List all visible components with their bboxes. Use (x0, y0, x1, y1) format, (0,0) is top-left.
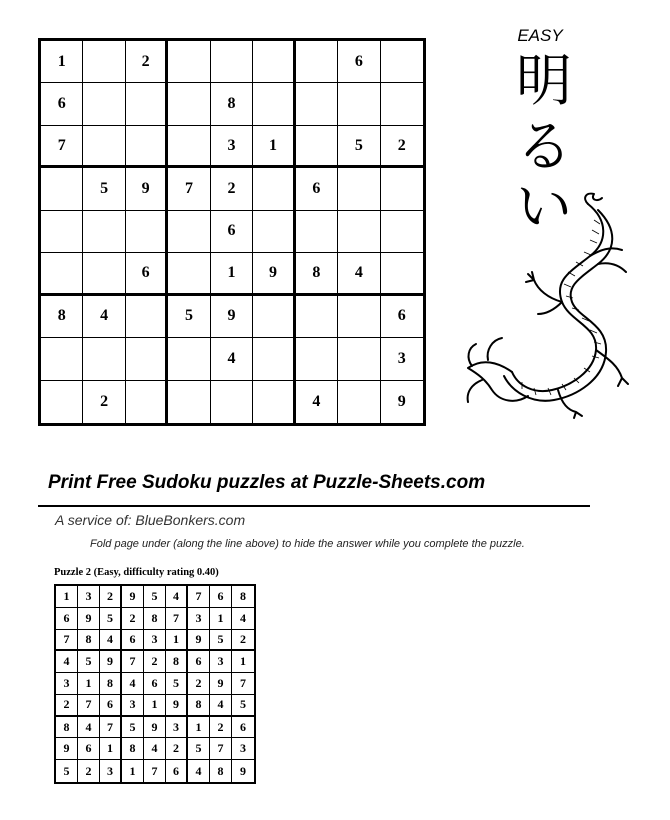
answer-cell: 1 (78, 673, 100, 695)
answer-cell: 6 (144, 673, 166, 695)
answer-cell: 2 (188, 673, 210, 695)
answer-cell: 2 (210, 717, 232, 739)
sudoku-cell: 6 (338, 41, 380, 83)
sudoku-cell (338, 381, 380, 423)
sudoku-cell (41, 338, 83, 380)
sudoku-cell (126, 126, 168, 168)
sudoku-cell (126, 296, 168, 338)
answer-cell: 9 (100, 651, 122, 673)
sudoku-cell (211, 41, 253, 83)
sudoku-cell: 1 (253, 126, 295, 168)
sudoku-cell (253, 381, 295, 423)
sudoku-cell: 8 (296, 253, 338, 295)
sudoku-cell (381, 168, 423, 210)
sudoku-cell: 3 (381, 338, 423, 380)
sudoku-cell (338, 168, 380, 210)
sudoku-cell (338, 211, 380, 253)
sudoku-cell (211, 381, 253, 423)
sudoku-cell (296, 338, 338, 380)
answer-cell: 3 (100, 760, 122, 782)
answer-cell: 5 (166, 673, 188, 695)
sudoku-cell (338, 338, 380, 380)
sudoku-cell (41, 253, 83, 295)
answer-cell: 3 (56, 673, 78, 695)
sudoku-cell: 2 (83, 381, 125, 423)
sudoku-cell (253, 168, 295, 210)
answer-cell: 8 (56, 717, 78, 739)
kanji-character: る (516, 115, 572, 180)
sudoku-cell (168, 83, 210, 125)
sudoku-cell (296, 41, 338, 83)
sudoku-cell (126, 381, 168, 423)
sudoku-cell: 6 (41, 83, 83, 125)
answer-cell: 2 (100, 586, 122, 608)
sudoku-cell (83, 253, 125, 295)
sudoku-cell (338, 83, 380, 125)
sudoku-cell: 6 (211, 211, 253, 253)
sudoku-cell (126, 338, 168, 380)
sudoku-cell: 1 (41, 41, 83, 83)
answer-cell: 4 (78, 717, 100, 739)
sudoku-cell: 8 (41, 296, 83, 338)
sudoku-cell (168, 338, 210, 380)
answer-cell: 7 (210, 738, 232, 760)
answer-cell: 8 (232, 586, 254, 608)
difficulty-label: EASY (517, 26, 563, 45)
dragon-illustration (458, 190, 634, 420)
sudoku-cell: 4 (296, 381, 338, 423)
sudoku-cell (83, 338, 125, 380)
site-title: Print Free Sudoku puzzles at Puzzle-Sheets.com (48, 472, 486, 493)
answer-cell: 8 (166, 651, 188, 673)
answer-cell: 5 (122, 717, 144, 739)
answer-cell: 7 (122, 651, 144, 673)
sudoku-cell (41, 168, 83, 210)
answer-cell: 6 (210, 586, 232, 608)
answer-cell: 2 (144, 651, 166, 673)
answer-cell: 2 (122, 608, 144, 630)
answer-cell: 2 (56, 695, 78, 717)
answer-cell: 9 (144, 717, 166, 739)
sudoku-cell: 9 (397, 392, 406, 410)
answer-cell: 2 (166, 738, 188, 760)
answer-cell: 3 (122, 695, 144, 717)
answer-cell: 4 (144, 738, 166, 760)
service-credit: A service of: BlueBonkers.com (55, 512, 246, 528)
answer-cell: 4 (166, 586, 188, 608)
sudoku-cell: 3 (211, 126, 253, 168)
sudoku-cell: 2 (126, 41, 168, 83)
answer-label: Puzzle 2 (Easy, difficulty rating 0.40) (54, 567, 219, 578)
sudoku-cell (126, 211, 168, 253)
sudoku-cell (83, 83, 125, 125)
answer-cell: 5 (56, 760, 78, 782)
sudoku-cell: 6 (296, 168, 338, 210)
answer-cell: 3 (166, 717, 188, 739)
answer-cell: 8 (100, 673, 122, 695)
answer-cell: 5 (78, 651, 100, 673)
sudoku-cell: 6 (126, 253, 168, 295)
answer-cell: 6 (100, 695, 122, 717)
answer-cell: 3 (210, 651, 232, 673)
sudoku-cell (253, 296, 295, 338)
sudoku-cell (83, 211, 125, 253)
answer-cell: 9 (56, 738, 78, 760)
sudoku-cell (168, 211, 210, 253)
sudoku-cell (253, 41, 295, 83)
sudoku-cell (253, 338, 295, 380)
answer-cell: 6 (166, 760, 188, 782)
answer-cell: 1 (56, 586, 78, 608)
answer-cell: 6 (56, 608, 78, 630)
answer-cell: 9 (78, 608, 100, 630)
sudoku-cell: 7 (168, 168, 210, 210)
sudoku-cell: 2 (381, 126, 423, 168)
answer-cell: 4 (210, 695, 232, 717)
sudoku-cell: 4 (211, 338, 253, 380)
sudoku-cell (296, 296, 338, 338)
answer-cell: 1 (144, 695, 166, 717)
sudoku-cell (41, 211, 83, 253)
answer-cell: 4 (232, 608, 254, 630)
answer-cell: 1 (210, 608, 232, 630)
answer-cell: 9 (188, 630, 210, 652)
sudoku-cell: 4 (338, 253, 380, 295)
answer-cell: 5 (100, 608, 122, 630)
answer-cell: 3 (232, 738, 254, 760)
answer-cell: 3 (188, 608, 210, 630)
answer-cell: 6 (122, 630, 144, 652)
answer-cell: 8 (210, 760, 232, 782)
sudoku-cell (168, 126, 210, 168)
sudoku-cell (168, 253, 210, 295)
answer-cell: 8 (78, 630, 100, 652)
sudoku-cell: 5 (168, 296, 210, 338)
sudoku-cell (83, 41, 125, 83)
fold-instructions: Fold page under (along the line above) to hide the answer while you complete the puzzle. (90, 538, 525, 550)
answer-cell: 2 (78, 760, 100, 782)
answer-grid (54, 584, 256, 784)
answer-cell: 4 (122, 673, 144, 695)
sudoku-cell (381, 41, 423, 83)
answer-cell: 7 (232, 673, 254, 695)
sudoku-cell: 6 (381, 296, 423, 338)
sudoku-cell (253, 83, 295, 125)
answer-cell: 3 (78, 586, 100, 608)
answer-cell: 7 (100, 717, 122, 739)
sudoku-puzzle-grid (38, 38, 426, 426)
answer-cell: 9 (166, 695, 188, 717)
answer-cell: 7 (78, 695, 100, 717)
answer-cell: 8 (122, 738, 144, 760)
sudoku-cell (126, 83, 168, 125)
sudoku-cell: 2 (211, 168, 253, 210)
answer-cell: 5 (232, 695, 254, 717)
sudoku-cell (381, 83, 423, 125)
answer-cell: 3 (144, 630, 166, 652)
answer-cell: 9 (210, 673, 232, 695)
answer-cell: 1 (166, 630, 188, 652)
answer-cell: 2 (232, 630, 254, 652)
answer-cell: 6 (78, 738, 100, 760)
answer-cell: 9 (240, 763, 246, 778)
answer-cell: 4 (100, 630, 122, 652)
answer-cell: 8 (188, 695, 210, 717)
answer-cell: 6 (188, 651, 210, 673)
sudoku-cell (83, 126, 125, 168)
answer-cell: 5 (210, 630, 232, 652)
answer-cell: 4 (56, 651, 78, 673)
sudoku-cell (338, 296, 380, 338)
answer-cell: 7 (188, 586, 210, 608)
sudoku-cell: 5 (338, 126, 380, 168)
sudoku-cell: 8 (211, 83, 253, 125)
sudoku-cell (381, 211, 423, 253)
answer-cell: 1 (232, 651, 254, 673)
sudoku-cell: 9 (253, 253, 295, 295)
sudoku-cell (296, 126, 338, 168)
answer-cell: 7 (166, 608, 188, 630)
answer-cell: 7 (144, 760, 166, 782)
kanji-character: 明 (516, 49, 572, 114)
sudoku-cell (41, 381, 83, 423)
sudoku-cell (168, 381, 210, 423)
answer-cell: 1 (122, 760, 144, 782)
fold-line (38, 505, 590, 507)
sudoku-cell: 1 (211, 253, 253, 295)
sudoku-cell: 4 (83, 296, 125, 338)
sudoku-cell (296, 211, 338, 253)
answer-cell: 5 (144, 586, 166, 608)
answer-cell: 7 (56, 630, 78, 652)
answer-cell: 8 (144, 608, 166, 630)
answer-cell: 4 (188, 760, 210, 782)
sudoku-cell (381, 253, 423, 295)
sudoku-cell (253, 211, 295, 253)
sudoku-cell (168, 41, 210, 83)
answer-cell: 9 (122, 586, 144, 608)
answer-cell: 1 (188, 717, 210, 739)
sudoku-cell: 7 (41, 126, 83, 168)
answer-cell: 1 (100, 738, 122, 760)
answer-cell: 5 (188, 738, 210, 760)
answer-cell: 6 (232, 717, 254, 739)
sudoku-cell: 9 (126, 168, 168, 210)
kanji-character: い (516, 175, 572, 240)
sudoku-cell: 9 (211, 296, 253, 338)
sudoku-cell (296, 83, 338, 125)
sudoku-cell: 5 (83, 168, 125, 210)
